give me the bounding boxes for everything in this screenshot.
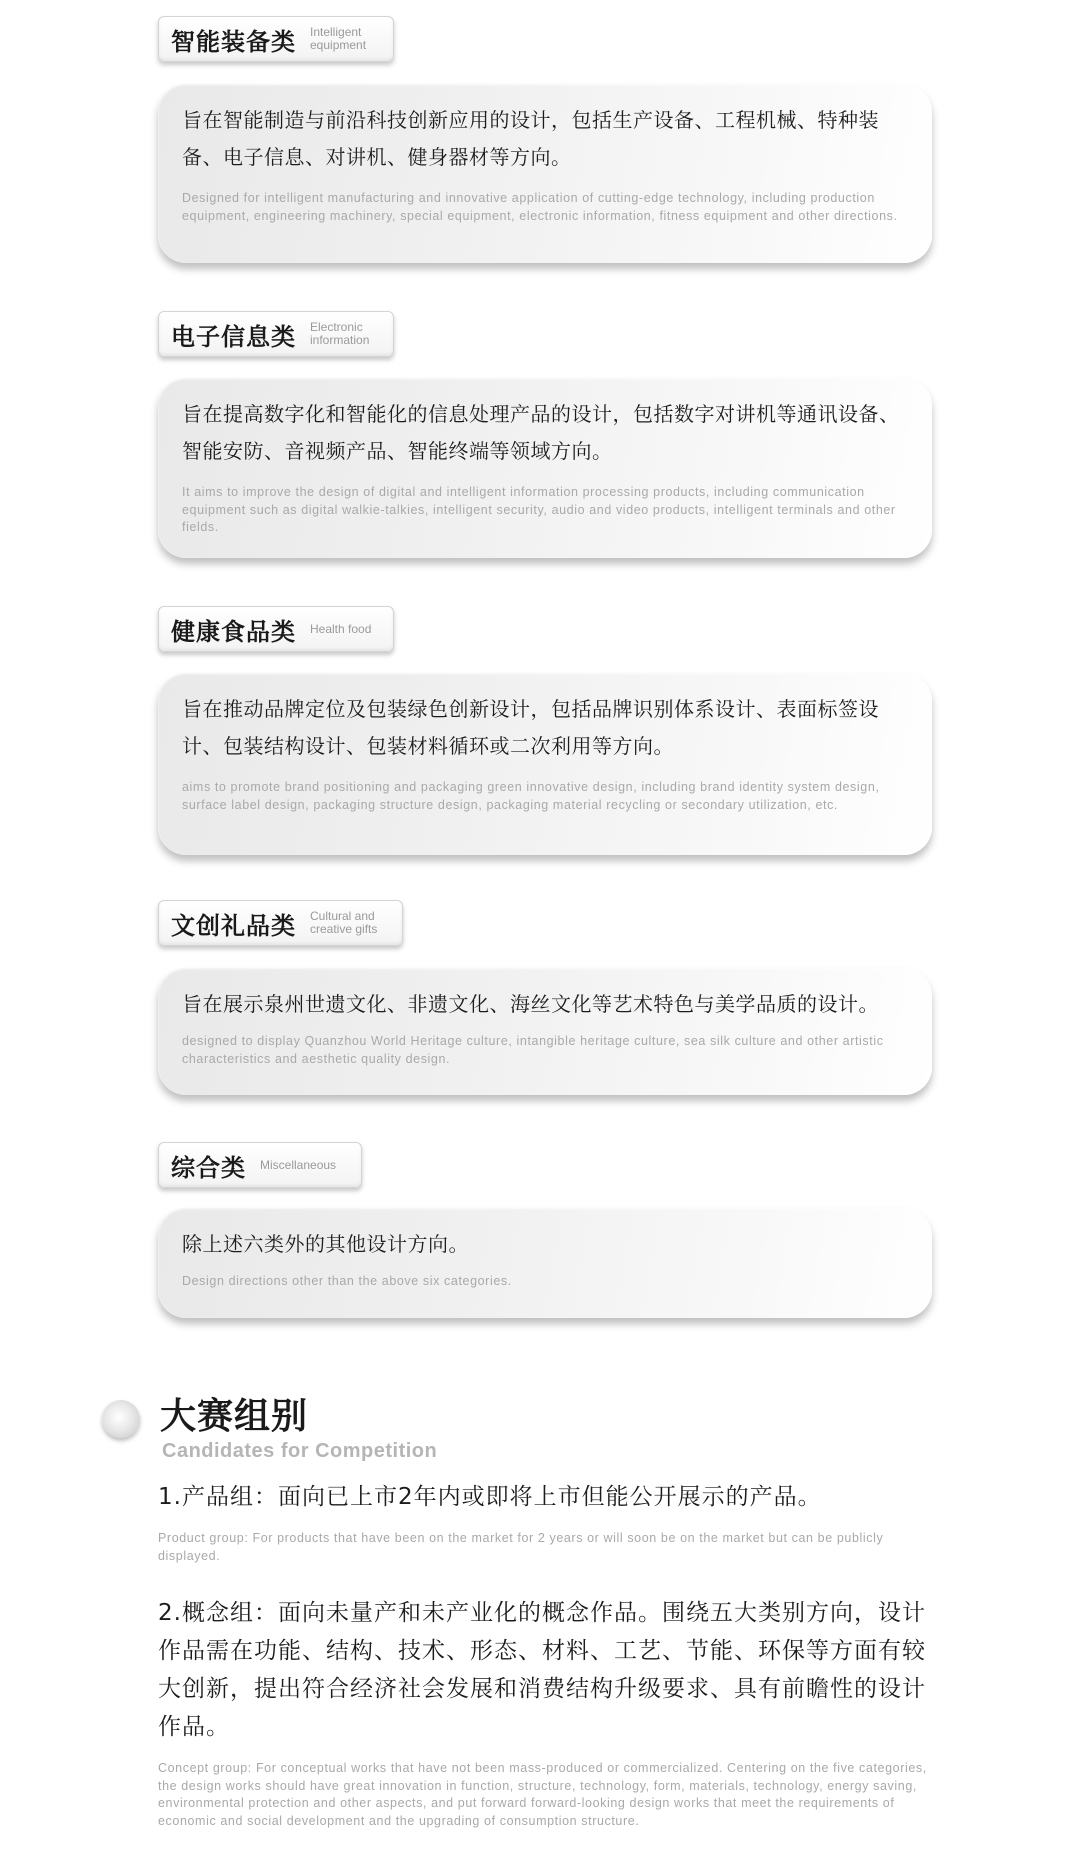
category-tag	[158, 900, 403, 946]
category-description-en: It aims to improve the design of digital and intelligent information processing products, including communication equipment such as digital walkie-talkies, intelligent security, audio and video products, intelligent terminals and other fields.	[182, 485, 896, 534]
category-name-cn: 健康食品类	[171, 617, 296, 646]
category-card	[158, 968, 932, 1095]
category-description-en: designed to display Quanzhou World Heritage culture, intangible heritage culture, sea silk culture and other artistic characteristics and aesthetic quality design.	[182, 1034, 884, 1066]
category-description-en: aims to promote brand positioning and packaging green innovative design, including brand identity system design, surface label design, packaging structure design, packaging material recycling or secondary utilization, etc.	[182, 780, 880, 812]
group-description-en: Product group: For products that have been on the market for 2 years or will soon be on the market but can be publicly displayed.	[158, 1531, 884, 1563]
competition-group-concept	[158, 1594, 930, 1830]
category-name-cn: 电子信息类	[171, 322, 296, 351]
group-description-en: Concept group: For conceptual works that have not been mass-produced or commercialized. Centering on the five categories, the design works should have great innovation in function, structure, technology, form, materials, technology, energy saving, environmental protection and other aspects, and put forward forward-looking design works that meet the requirements of economic and social development and the upgrading of consumption structure.	[158, 1761, 927, 1828]
category-name-en: Intelligent equipment	[310, 25, 367, 52]
category-description-en: Designed for intelligent manufacturing and innovative application of cutting-edge technology, including production equipment, engineering machinery, special equipment, electronic information, fitness equipment and other directions.	[182, 191, 898, 223]
category-description-cn: 旨在推动品牌定位及包装绿色创新设计，包括品牌识别体系设计、表面标签设计、包装结构设计、包装材料循环或二次利用等方向。	[182, 697, 879, 758]
category-tag	[158, 1142, 362, 1188]
category-name-cn: 智能装备类	[171, 27, 296, 56]
category-tag	[158, 606, 394, 652]
bullet-circle-icon	[102, 1400, 140, 1438]
competition-group-product	[158, 1478, 930, 1565]
category-card	[158, 1208, 932, 1318]
category-name-en: Cultural and creative gifts	[310, 909, 378, 936]
category-name-cn: 文创礼品类	[171, 911, 296, 940]
competition-subtitle: Candidates for Competition	[162, 1440, 438, 1462]
category-description-cn: 旨在提高数字化和智能化的信息处理产品的设计，包括数字对讲机等通讯设备、智能安防、音视频产品、智能终端等领域方向。	[182, 402, 900, 463]
category-card	[158, 673, 932, 855]
category-card	[158, 378, 932, 558]
category-name-en: Health food	[310, 621, 372, 636]
category-description-cn: 旨在展示泉州世遗文化、非遗文化、海丝文化等艺术特色与美学品质的设计。	[182, 992, 879, 1016]
competition-title: 大赛组别	[160, 1396, 309, 1437]
category-description-cn: 旨在智能制造与前沿科技创新应用的设计，包括生产设备、工程机械、特种装备、电子信息、对讲机、健身器材等方向。	[182, 108, 879, 169]
group-description-cn: 2.概念组：面向未量产和未产业化的概念作品。围绕五大类别方向，设计作品需在功能、结构、技术、形态、材料、工艺、节能、环保等方面有较大创新，提出符合经济社会发展和消费结构升级要求、具有前瞻性的设计作品。	[158, 1600, 926, 1740]
category-tag	[158, 311, 394, 357]
category-card	[158, 84, 932, 263]
category-tag	[158, 16, 394, 62]
category-description-cn: 除上述六类外的其他设计方向。	[182, 1232, 469, 1256]
group-description-cn: 1.产品组：面向已上市2年内或即将上市但能公开展示的产品。	[158, 1484, 822, 1510]
category-name-cn: 综合类	[171, 1153, 246, 1182]
category-description-en: Design directions other than the above six categories.	[182, 1274, 512, 1288]
category-name-en: Miscellaneous	[260, 1157, 337, 1172]
category-name-en: Electronic information	[310, 320, 370, 347]
